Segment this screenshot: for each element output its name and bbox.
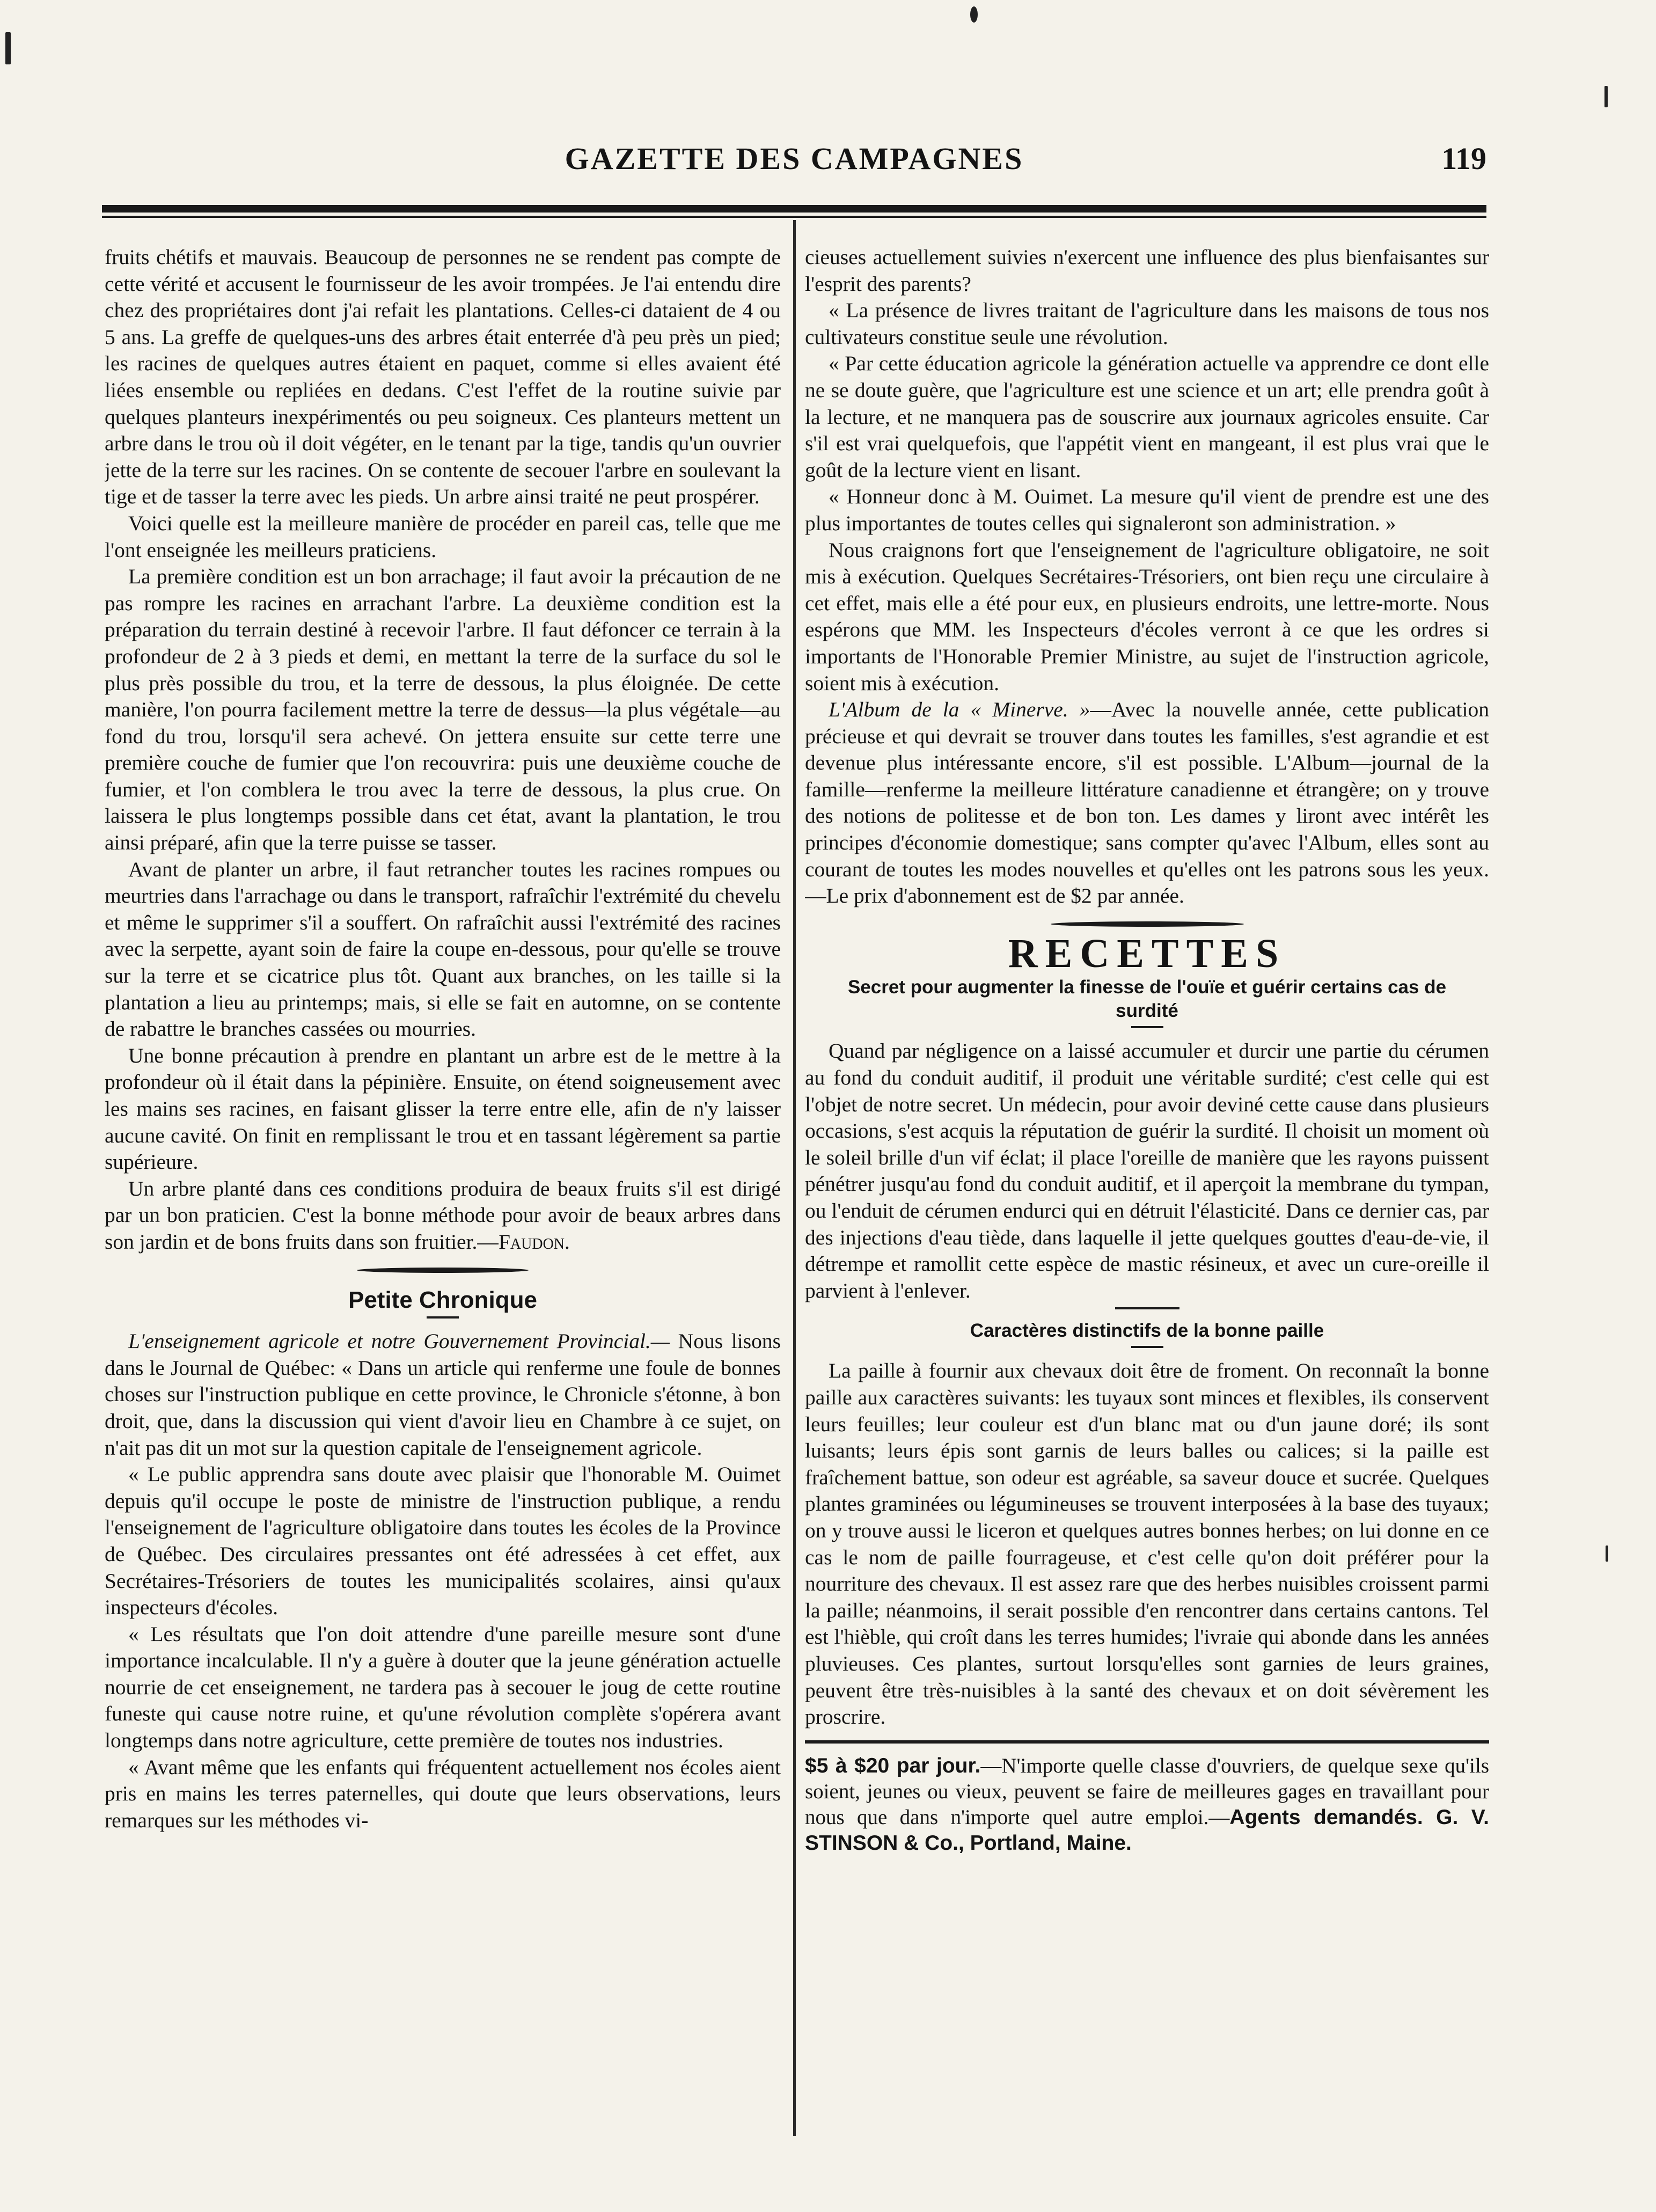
header-rule [102,205,1486,213]
chronicle-paragraph [805,697,1489,910]
chronicle-paragraph: cieuses actuellement suivies n'exercent une influence des plus bienfaisantes sur l'esprit des parents? [805,245,1489,296]
recipe-paragraph: Quand par négligence on a laissé accumuler et durcir une partie du cérumen au fond du conduit auditif, il produit une véritable surdité; c'est celle qui est l'objet de notre secret. Un médecin, pour avoir deviné cette cause dans plusieurs occasions, s'est acquis la réputation de guérir la surdité. Il choisit un moment où le soleil brille d'un vif éclat; il place l'oreille de manière que les rayons puissent pénétrer jusqu'au fond du conduit auditif, et il aperçoit la membrane du tympan, ou l'enduit de cérumen endurci qui en détruit l'élasticité. Dans ce dernier cas, par des injections d'eau tiède, dans laquelle il jette quelques gouttes d'eau-de-vie, il détrempe et ramollit cette espèce de mastic résineux, et avec un cure-oreille il parvient à l'enlever. [805,1039,1489,1302]
article-paragraph [105,1176,781,1256]
section-heading: Petite Chronique [348,1286,538,1313]
album-text: —Avec la nouvelle année, cette publication précieuse et qui devrait se trouver dans toutes les familles, s'est agrandie et est devenue plus intéressante encore, s'il est possible. L'Album—journal de la famille—renferme la meilleure littérature canadienne et étrangère; on y trouve des notions de politesse et de bon ton. Les dames y liront avec intérêt les principes d'économie domestique; sans compter qu'avec l'Album, elles sont au courant de toutes les modes nouvelles et qu'elles ont les patrons sous les yeux.—Le prix d'abonnement est de $2 par année. [805,698,1489,908]
chronicle-paragraph: « Honneur donc à M. Ouimet. La mesure qu'il vient de prendre est une des plus importantes de toutes celles qui signaleront son administration. » [805,485,1489,535]
column-divider [793,220,796,2136]
chronicle-paragraph: Nous craignons fort que l'enseignement de l'agriculture obligatoire, ne soit mis à exécution. Quelques Secrétaires-Trésoriers, ont bien reçu une circulaire à cet effet, mais elle a été pour eux, en plusieurs endroits, une lettre-morte. Nous espérons que MM. les Inspecteurs d'écoles verront à ce que les ordres si importants de l'Honorable Premier Ministre, au sujet de l'instruction agricole, soient mis à exécution. [805,538,1489,695]
heading-rule [1131,1346,1163,1348]
article-paragraph: Voici quelle est la meilleure manière de procéder en pareil cas, telle que me l'ont enseignée les meilleurs praticiens. [105,511,781,562]
recipe-paragraph: La paille à fournir aux chevaux doit être de froment. On reconnaît la bonne paille aux caractères suivants: les tuyaux sont minces et flexibles, ils conservent leurs feuilles; leur couleur est d'un blanc mat ou d'un jaune doré; ils sont luisants; leurs épis sont garnis de leurs balles ou calices; si la paille est fraîchement battue, son odeur est agréable, sa saveur douce et sucrée. Quelques plantes graminées ou légumineuses se trouvent interposées à la base des tuyaux; on y trouve aussi le liceron et quelques autres bonnes herbes; on lui donne en ce cas le nom de paille fourrageuse, et c'est celle qu'on doit préférer pour la nourriture des chevaux. Il est assez rare que des herbes nuisibles croissent parmi la paille; néanmoins, il serait possible d'en rencontrer dans certains cantons. Tel est l'hièble, qui croît dans les terres humides; l'ivraie qui abonde dans les années pluvieuses. Ces plantes, surtout lorsqu'elles sont garnies de leurs graines, peuvent être très-nuisibles à la santé des chevaux et on doit sévèrement les proscrire. [805,1359,1489,1729]
article-paragraph: fruits chétifs et mauvais. Beaucoup de personnes ne se rendent pas compte de cette vérité et accusent le fournisseur de les avoir trompées. Je l'ai entendu dire chez des propriétaires dont j'ai refait les plantations. Celles-ci dataient de 4 ou 5 ans. La greffe de quelques-uns des arbres était enterrée d'à peu près un pied; les racines de quelques autres étaient en paquet, comme si elles avaient été liées ensemble ou repliées en dedans. C'est l'effet de la routine suivie par quelques planteurs inexpérimentés ou peu soigneux. Ces planteurs mettent un arbre dans le trou où il doit végéter, en le tenant par la tige, tandis qu'un ouvrier jette de la terre sur les racines. On se contente de secouer l'arbre en soulevant la tige et de tasser la terre avec les pieds. Un arbre ainsi traité ne peut prospérer. [105,245,781,509]
recettes-heading: RECETTES [1008,931,1286,976]
page-number: 119 [1441,141,1486,176]
ad-contact: Agents demandés. G. V. STINSON & Co., Portland, Maine. [805,1805,1489,1855]
scan-speck [1606,1546,1608,1562]
heading-rule [1131,1026,1163,1028]
chronicle-paragraph: « Le public apprendra sans doute avec plaisir que l'honorable M. Ouimet depuis qu'il occupe le poste de ministre de l'instruction publique, a rendu l'enseignement de l'agriculture obligatoire dans toutes les écoles de la Province de Québec. Des circulaires pressantes ont été adressées à cet effet, aux Secrétaires-Trésoriers de toutes les municipalités scolaires, ainsi qu'aux inspecteurs d'écoles. [105,1462,781,1620]
scan-speck [970,6,978,23]
advertisement [805,1740,1489,1856]
scan-speck [5,32,11,64]
section-divider [357,1268,529,1273]
chronicle-paragraph: « Par cette éducation agricole la génération actuelle va apprendre ce dont elle ne se doute guère, que l'agriculture est une science et un art; elle prendra goût à la lecture, et ne manquera pas de souscrire aux journaux agricoles ensuite. Car s'il est vrai quelquefois, que l'appétit vient en mangeant, il est plus vrai que le goût de la lecture vient en lisant. [805,351,1489,482]
scan-speck [1604,86,1608,107]
section-divider [1051,921,1244,927]
page-header [102,141,1486,184]
header-rule-thin [102,216,1486,218]
album-lead: L'Album de la « Minerve. » [829,698,1090,722]
chronicle-paragraph: « Les résultats que l'on doit attendre d'une pareille mesure sont d'une importance incalculable. Il n'y a guère à douter que la jeune génération actuelle nourrie de cet enseignement, ne tardera pas à secouer le joug de cette routine funeste qui cause notre ruine, et qu'une révolution complète s'opérera avant longtemps dans notre agriculture, cette première de toutes nos industries. [105,1622,781,1753]
recipe-title: Secret pour augmenter la finesse de l'ouïe et guérir certains cas de surdité [847,977,1447,1022]
article-paragraph: Une bonne précaution à prendre en plantant un arbre est de le mettre à la profondeur où il était dans la pépinière. Ensuite, on étend soigneusement avec les mains ses racines, en faisant glisser la terre entre elle, afin de n'y laisser aucune cavité. On finit en remplissant le trou et en tassant légèrement sa partie supérieure. [105,1043,781,1174]
article-paragraph: Avant de planter un arbre, il faut retrancher toutes les racines rompues ou meurtries dans l'arrachage ou dans le transport, rafraîchir l'extrémité du chevelu et même le supprimer s'il a souffert. On rafraîchit aussi l'extrémité des racines avec la serpette, ayant soin de faire la coupe en-dessous, pour qu'elle se trouve sur la terre et se cicatrice plus tôt. Quant aux branches, on les taille si la plantation a lieu au printemps; mais, si elle se fait en automne, on se contente de rabattre le branches cassées ou mourries. [105,857,781,1041]
left-column [105,244,781,2155]
chronicle-paragraph: « Avant même que les enfants qui fréquentent actuellement nos écoles aient pris en mains les terres paternelles, qui doute que leurs observations, leurs remarques sur les méthodes vi- [105,1755,781,1832]
ad-text: —N'importe quelle classe d'ouvriers, de quelque sexe qu'ils soient, jeunes ou vieux, peuvent se faire de meilleures gages en travaillant pour nous que dans n'importe quel autre emploi.— [805,1754,1489,1829]
article-text: Un arbre planté dans ces conditions produira de beaux fruits s'il est dirigé par un bon praticien. C'est la bonne méthode pour avoir de beaux arbres dans son jardin et de bons fruits dans son fruitier.— [105,1176,781,1254]
article-paragraph: La première condition est un bon arrachage; il faut avoir la précaution de ne pas rompre les racines en arrachant l'arbre. La deuxième condition est la préparation du terrain destiné à recevoir l'arbre. Il faut défoncer ce terrain à la profondeur de 2 à 3 pieds et demi, en mettant la terre de la surface du sol le plus près possible du trou, et la terre de dessous, la plus éloignée. De cette manière, l'on pourra facilement mettre la terre de dessus—la plus végétale—au fond du trou, lorsqu'il sera achevé. On jettera ensuite sur cette terre une première couche de fumier que l'on recouvrira: puis une deuxième couche de fumier, et l'on comblera le trou avec la terre de dessous, la plus crue. On laissera le plus longtemps possible dans cet état, avant la plantation, le trou ainsi préparé, afin que la terre puisse se tasser. [105,565,781,855]
recipe-title: Caractères distinctifs de la bonne paille [970,1320,1324,1342]
chronicle-text: Nous lisons dans le Journal de Québec: « Dans un article qui renferme une foule de bonnes choses sur l'instruction publique en cette province, le Chronicle s'étonne, à bon droit, que, dans la discussion qui vient d'avoir lieu en Chambre à ce sujet, on n'ait pas dit un mot sur la question capitale de l'enseignement agricole. [105,1329,781,1460]
chronicle-paragraph: « La présence de livres traitant de l'agriculture dans les maisons de tous nos cultivateurs constitue seule une révolution. [805,298,1489,349]
author-signature: Faudon. [498,1229,570,1254]
heading-rule [1115,1307,1179,1309]
ad-headline: $5 à $20 par jour. [805,1754,981,1777]
chronicle-lead: L'enseignement agricole et notre Gouvernement Provincial.— [128,1329,670,1353]
heading-rule [427,1316,459,1319]
right-column [805,244,1489,2155]
chronicle-paragraph [105,1328,781,1461]
newspaper-title: GAZETTE DES CAMPAGNES [565,141,1024,176]
